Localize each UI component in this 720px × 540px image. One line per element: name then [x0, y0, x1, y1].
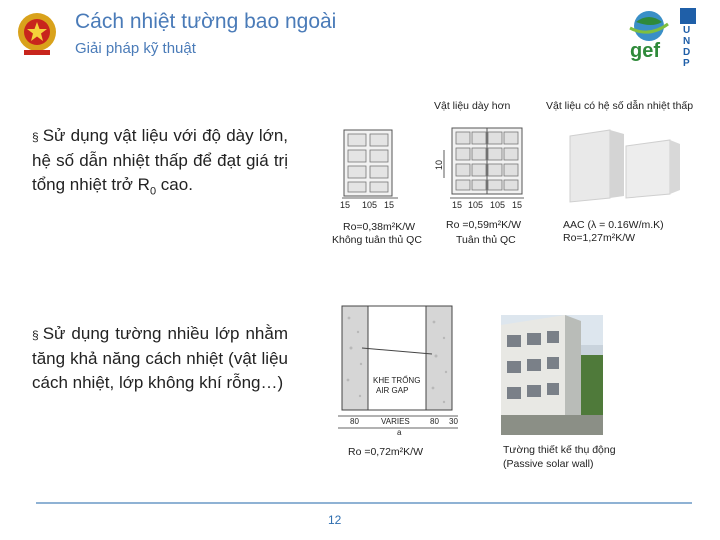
- bullet-text: Sử dụng tường nhiều lớp nhằm tăng khả năng cách nhiệt (vật liệu cách nhiệt, lớp không khí rỗng…): [32, 324, 288, 392]
- wall2-side-dim: 10: [434, 159, 445, 171]
- page-number: 12: [328, 513, 342, 527]
- subscript: 0: [149, 185, 157, 198]
- wall1-ro-value: Ro=0,38m²K/W: [343, 221, 416, 233]
- wall2-ro-value: Ro =0,59m²K/W: [446, 219, 521, 231]
- cavity-dim-2: VARIES: [381, 417, 410, 426]
- footer-divider: [36, 502, 692, 504]
- bullet-text: Sử dụng vật liệu với độ dày lớn, hệ số dẫn nhiệt thấp để đạt giá trị tổng nhiệt trở R: [32, 126, 288, 194]
- passive-solar-caption-vi: Tường thiết kế thụ động: [503, 444, 616, 456]
- wall2-dim-2: 105: [468, 200, 484, 210]
- wall2-compliance: Tuân thủ QC: [456, 234, 516, 246]
- bullet-tail: cao.: [156, 175, 193, 194]
- undp-logo-text: UNDP: [683, 25, 691, 69]
- air-gap-label-en: AIR GAP: [376, 386, 409, 395]
- column-header-low-conductivity: Vật liệu có hệ số dẫn nhiệt thấp: [546, 100, 694, 112]
- wall2-dim-4: 15: [512, 200, 523, 210]
- passive-solar-caption-en: (Passive solar wall): [503, 458, 594, 470]
- bullet-thick-material: [32, 124, 288, 203]
- undp-logo: [680, 8, 714, 69]
- wall1-dim-middle: 105: [362, 200, 378, 210]
- gef-logo-text: gef: [630, 40, 660, 62]
- page-title: Cách nhiệt tường bao ngoài: [75, 10, 337, 33]
- passive-solar-building-photo: [501, 315, 603, 435]
- wall2-dim-1: 15: [452, 200, 463, 210]
- cavity-dim-4: 30: [449, 417, 458, 426]
- bullet-multilayer-wall: [32, 322, 288, 395]
- page-subtitle: Giải pháp kỹ thuật: [75, 40, 196, 57]
- aac-ro-value: Ro=1,27m²K/W: [563, 232, 636, 244]
- cavity-total-dim: a: [397, 428, 402, 437]
- aac-conductivity: AAC (λ = 0.16W/m.K): [563, 219, 664, 231]
- wall1-compliance: Không tuân thủ QC: [332, 234, 422, 246]
- cavity-ro-value: Ro =0,72m²K/W: [348, 446, 423, 458]
- bullet-marker-icon: §: [32, 328, 39, 342]
- wall1-dim-left: 15: [340, 200, 351, 210]
- vietnam-emblem-icon: [14, 10, 60, 60]
- aac-blocks-image: [566, 124, 682, 204]
- wall1-dim-right: 15: [384, 200, 395, 210]
- column-header-thicker: Vật liệu dày hơn: [434, 100, 511, 112]
- cavity-dim-1: 80: [350, 417, 359, 426]
- air-gap-label-vi: KHE TRỐNG: [373, 376, 421, 385]
- wall2-dim-3: 105: [490, 200, 506, 210]
- gef-logo: [624, 6, 674, 62]
- bullet-marker-icon: §: [32, 130, 39, 144]
- cavity-dim-3: 80: [430, 417, 439, 426]
